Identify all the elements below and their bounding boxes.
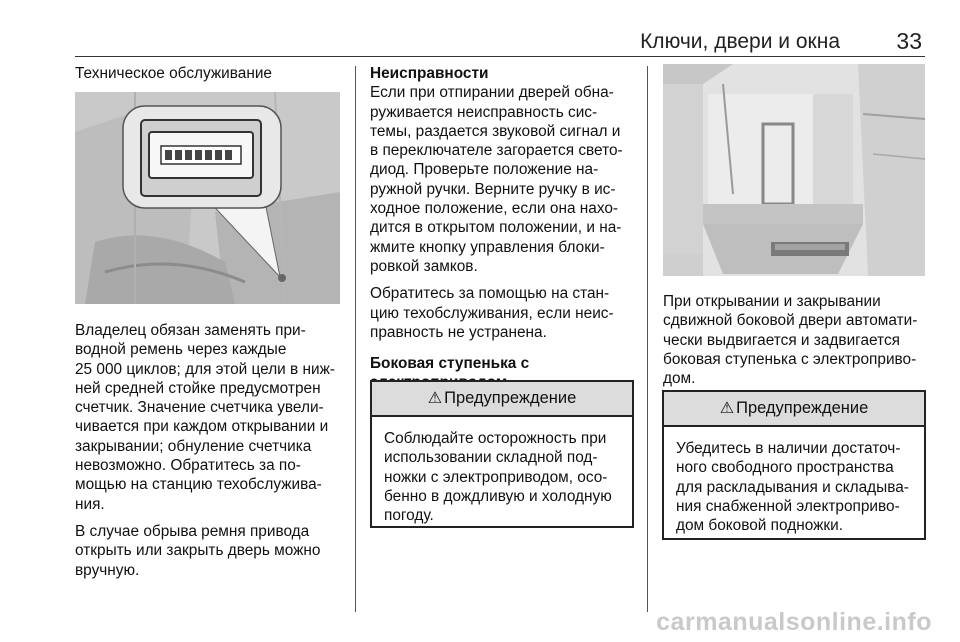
warning-body	[372, 417, 632, 525]
text-line: боковая ступенька с электроприво-	[663, 350, 917, 368]
warning-icon: ⚠	[427, 390, 443, 407]
text-line: ней средней стойке предусмотрен	[75, 379, 321, 397]
middle-paragraph-1	[370, 83, 640, 276]
section-heading-maintenance: Техническое обслуживание	[75, 65, 272, 82]
text-line: Если при отпирании дверей обна-	[370, 84, 614, 102]
text-line: ходное положение, если она нахо-	[370, 200, 619, 218]
text-line: бенно в дождливую и холодную	[384, 487, 612, 505]
right-paragraph-1	[663, 292, 928, 388]
text-line: мощью на станцию техобслужива-	[75, 476, 322, 494]
text-line: правность не устранена.	[370, 323, 547, 341]
text-line: счетчик. Значение счетчика увели-	[75, 399, 324, 417]
text-line: дом боковой подножки.	[676, 517, 843, 535]
warning-header	[372, 382, 632, 417]
warning-title: Предупреждение	[736, 399, 869, 417]
text-line: дится в открытом положении, и на-	[370, 219, 622, 237]
warning-box-middle	[370, 380, 634, 528]
left-body-text	[75, 321, 347, 580]
text-line: сдвижной боковой двери автомати-	[663, 312, 918, 330]
warning-header	[664, 392, 924, 427]
text-line: ножки с электроприводом, осо-	[384, 468, 608, 486]
text-line: В случае обрыва ремня привода	[75, 522, 310, 540]
text-line: Обратитесь за помощью на стан-	[370, 285, 610, 303]
text-line: закрывании; обнуление счетчика	[75, 437, 312, 455]
text-line: ного свободного пространства	[676, 459, 894, 477]
text-line: для раскладывания и складыва-	[676, 478, 909, 496]
text-line: Владелец обязан заменять при-	[75, 322, 306, 339]
column-divider-1	[355, 66, 356, 612]
left-heading-block	[75, 64, 272, 83]
header-rule	[75, 56, 925, 57]
left-paragraph-2	[75, 522, 347, 580]
drive-belt-counter-illustration	[75, 92, 340, 304]
section-heading-faults: Неисправности	[370, 65, 489, 82]
warning-title: Предупреждение	[444, 389, 577, 407]
middle-body-text	[370, 64, 640, 393]
text-line: жмите кнопку управления блоки-	[370, 238, 605, 256]
text-line: открыть или закрыть дверь можно	[75, 542, 321, 560]
column-divider-2	[647, 66, 648, 612]
text-line: 25 000 циклов; для этой цели в ниж-	[75, 360, 336, 378]
left-paragraph-1	[75, 321, 347, 514]
text-line: ния снабженной электроприво-	[676, 497, 900, 515]
warning-body	[664, 427, 924, 535]
text-line: диод. Проверьте положение на-	[370, 161, 599, 179]
text-line: водной ремень через каждые	[75, 341, 287, 359]
text-line: цию техобслуживания, если неис-	[370, 304, 614, 322]
text-line: вручную.	[75, 561, 140, 579]
text-line: темы, раздается звуковой сигнал и	[370, 122, 621, 140]
text-line: дом.	[663, 370, 696, 388]
text-line: использовании складной под-	[384, 449, 598, 467]
warning-box-right	[662, 390, 926, 540]
text-line: в переключателе загорается свето-	[370, 142, 623, 160]
warning-icon: ⚠	[719, 400, 735, 417]
text-line: ния.	[75, 495, 105, 513]
text-line: руживается неисправность сис-	[370, 103, 598, 121]
text-line: Боковая ступенька с	[370, 355, 530, 373]
text-line: чивается при каждом открывании и	[75, 418, 329, 436]
text-line: невозможно. Обратитесь за по-	[75, 457, 301, 475]
text-line: Соблюдайте осторожность при	[384, 430, 607, 447]
side-step-illustration	[663, 64, 925, 276]
text-line: чески выдвигается и задвигается	[663, 331, 900, 349]
page-number: 33	[896, 28, 922, 54]
running-header-title: Ключи, двери и окна	[640, 30, 840, 53]
middle-paragraph-2	[370, 284, 640, 342]
watermark: carmanualsonline.info	[656, 608, 932, 636]
text-line: ровкой замков.	[370, 257, 478, 275]
text-line: Убедитесь в наличии достаточ-	[676, 440, 901, 457]
text-line: погоду.	[384, 507, 434, 525]
side-step-illustration-svg	[663, 64, 925, 276]
text-line: При открывании и закрывании	[663, 293, 881, 310]
right-body-text	[663, 292, 928, 388]
text-line: ружной ручки. Верните ручку в ис-	[370, 180, 616, 198]
counter-illustration-svg	[75, 92, 340, 304]
